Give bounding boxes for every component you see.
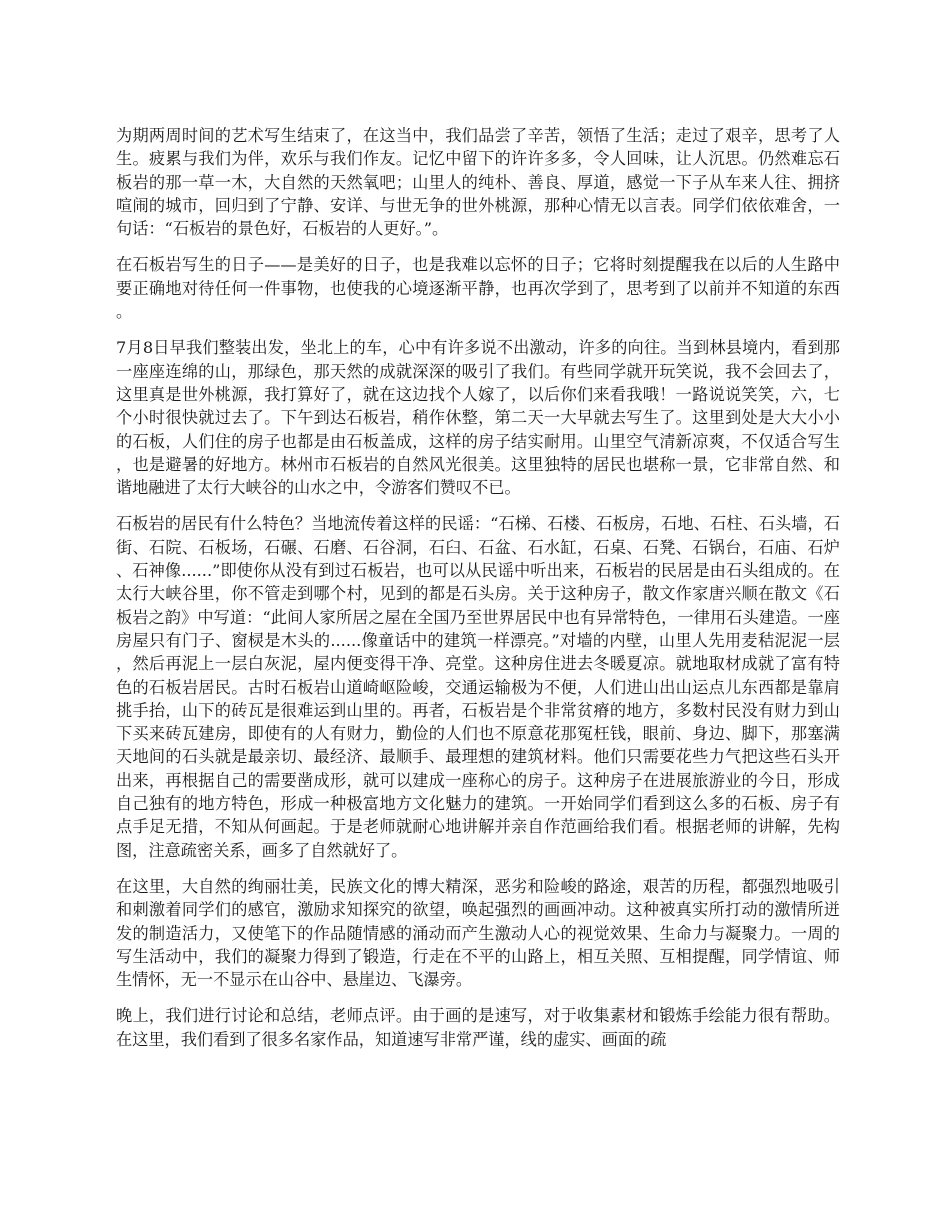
paragraph-3: 7月8日早我们整装出发，坐北上的车，心中有许多说不出激动，许多的向往。当到林县境内，看到那一座座连绵的山，那绿色，那天然的成就深深的吸引了我们。有些同学就开玩笑说，我不会回去了，这里真是世外桃源，我打算好了，就在这边找个人嫁了，以后你们来看我哦！一路说说笑笑，六，七个小时很快就过去了。下午到达石板岩，稍作休整，第二天一大早就去写生了。这里到处是大大小小的石板，人们住的房子也都是由石板盖成，这样的房子结实耐用。山里空气清新凉爽，不仅适合写生，也是避暑的好地方。林州市石板岩的自然风光很美。这里独特的居民也堪称一景，它非常自然、和谐地融进了太行大峡谷的山水之中，令游客们赞叹不已。 bbox=[116, 338, 840, 498]
paragraph-4: 石板岩的居民有什么特色？当地流传着这样的民谣：“石梯、石楼、石板房，石地、石柱、石头墙，石街、石院、石板场，石碾、石磨、石谷洞，石臼、石盆、石水缸，石桌、石凳、石锅台，石庙、石炉、石神像......”即使你从没有到过石板岩，也可以从民谣中听出来，石板岩的民居是由石头组成的。在太行大峡谷里，你不管走到哪个村，见到的都是石头房。关于这种房子，散文作家唐兴顺在散文《石板岩之韵》中写道：“此间人家所居之屋在全国乃至世界居民中也有异常特色，一律用石头建造。一座房屋只有门子、窗棂是木头的......像童话中的建筑一样漂亮。”对墙的内壁，山里人先用麦秸泥泥一层，然后再泥上一层白灰泥，屋内便变得干净、亮堂。这种房住进去冬暖夏凉。就地取材成就了富有特色的石板岩居民。古时石板岩山道崎岖险峻，交通运输极为不便，人们进山出山运点儿东西都是靠肩挑手抬，山下的砖瓦是很难运到山里的。再者，石板岩是个非常贫瘠的地方，多数村民没有财力到山下买来砖瓦建房，即使有的人有财力，勤俭的人们也不原意花那冤枉钱，眼前、身边、脚下，那塞满天地间的石头就是最亲切、最经济、最顺手、最理想的建筑材料。他们只需要花些力气把这些石头开出来，再根据自己的需要凿成形，就可以建成一座称心的房子。这种房子在进展旅游业的今日，形成自己独有的地方特色，形成一种极富地方文化魅力的建筑。一开始同学们看到这么多的石板、房子有点手足无措，不知从何画起。于是老师就耐心地讲解并亲自作范画给我们看。根据老师的讲解，先构图，注意疏密关系，画多了自然就好了。 bbox=[116, 514, 840, 860]
paragraph-5: 在这里，大自然的绚丽壮美，民族文化的博大精深，恶劣和险峻的路途，艰苦的历程，都强烈地吸引和刺激着同学们的感官，激励求知探究的欲望，唤起强烈的画画冲动。这种被真实所打动的激情所迸发的制造活力，又使笔下的作品随情感的涌动而产生激动人心的视觉效果、生命力与凝聚力。一周的写生活动中，我们的凝聚力得到了锻造，行走在不平的山路上，相互关照、互相提醒，同学情谊、师生情怀，无一不显示在山谷中、悬崖边、飞瀑旁。 bbox=[116, 876, 840, 990]
paragraph-6: 晚上，我们进行讨论和总结，老师点评。由于画的是速写，对于收集素材和锻炼手绘能力很有帮助。在这里，我们看到了很多名家作品，知道速写非常严谨，线的虚实、画面的疏 bbox=[116, 1006, 840, 1049]
document-body bbox=[116, 124, 840, 1064]
paragraph-1: 为期两周时间的艺术写生结束了，在这当中，我们品尝了辛苦，领悟了生活；走过了艰辛，思考了人生。疲累与我们为伴，欢乐与我们作友。记忆中留下的许许多多，令人回味，让人沉思。仍然难忘石板岩的那一草一木，大自然的天然氧吧；山里人的纯朴、善良、厚道，感觉一下子从车来人往、拥挤喧闹的城市，回归到了宁静、安详、与世无争的世外桃源，那种心情无以言表。同学们依依难舍，一句话：“石板岩的景色好，石板岩的人更好。”。 bbox=[116, 126, 840, 239]
paragraph-2: 在石板岩写生的日子——是美好的日子，也是我难以忘怀的日子；它将时刻提醒我在以后的人生路中要正确地对待任何一件事物，也使我的心境逐渐平静，也再次学到了，思考到了以前并不知道的东西。 bbox=[116, 255, 840, 322]
